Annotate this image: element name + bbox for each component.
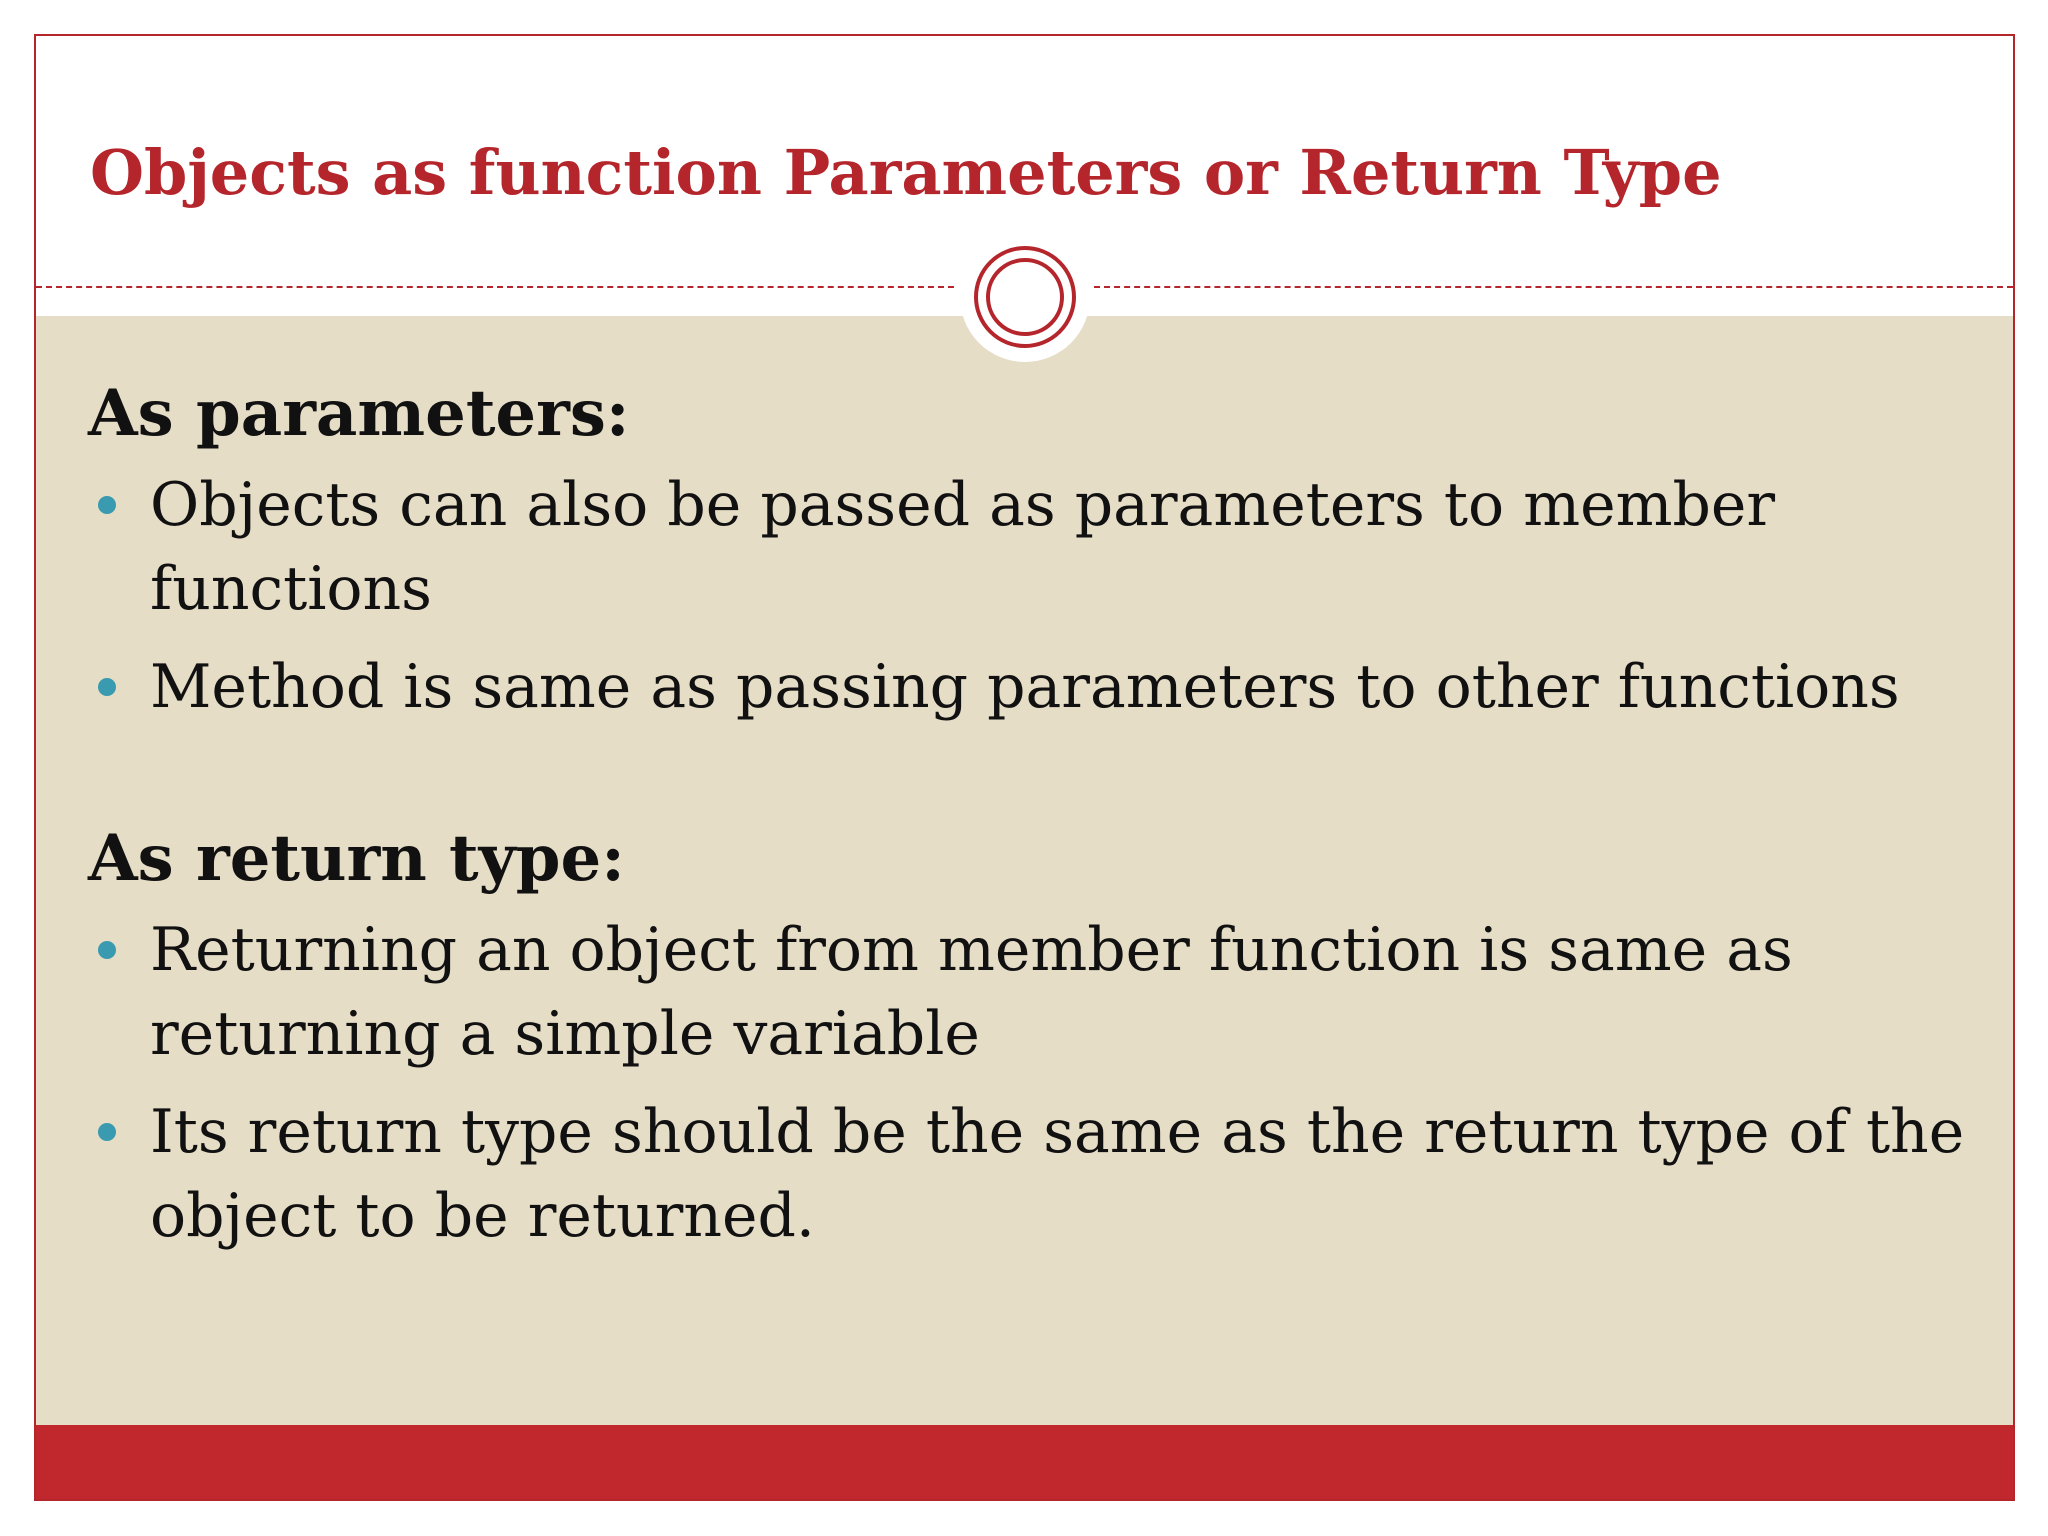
bullet-item: [88, 1090, 1988, 1258]
bullet-item: [88, 463, 1988, 631]
section-gap: [88, 743, 1988, 821]
bullet-dot-icon: [98, 1123, 116, 1141]
section-heading-parameters: As parameters:: [88, 376, 630, 451]
bullet-text: Its return type should be the same as the return type of the object to be returned.: [150, 1096, 1965, 1251]
bullet-dot-icon: [98, 941, 116, 959]
header-divider-left: [36, 286, 954, 288]
bullet-text: Returning an object from member function is same as returning a simple variable: [150, 914, 1793, 1069]
footer-bar: [36, 1425, 2013, 1499]
slide: [34, 34, 2015, 1501]
ring-ornament-inner: [986, 258, 1064, 336]
bullet-item: [88, 908, 1988, 1076]
bullet-dot-icon: [98, 678, 116, 696]
section-heading-return-type: As return type:: [88, 820, 625, 896]
slide-content: [88, 376, 1988, 1272]
bullet-dot-icon: [98, 496, 116, 514]
header-divider-right: [1094, 286, 2013, 288]
bullet-list-return-type: [88, 908, 1988, 1258]
bullet-list-parameters: [88, 463, 1988, 729]
bullet-item: [88, 645, 1988, 729]
bullet-text: Objects can also be passed as parameters to member functions: [150, 469, 1776, 624]
slide-title: Objects as function Parameters or Return Type: [90, 136, 1722, 209]
ring-ornament-icon: [974, 246, 1076, 348]
bullet-text: Method is same as passing parameters to other functions: [150, 651, 1900, 722]
